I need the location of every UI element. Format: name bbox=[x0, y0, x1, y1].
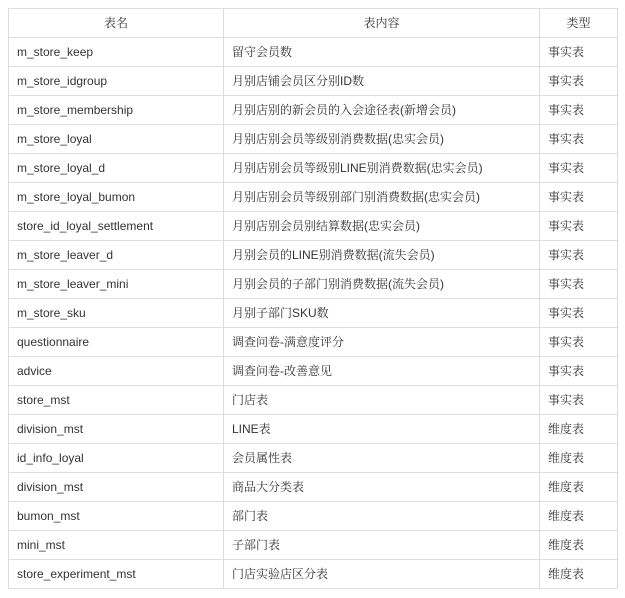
cell-table-name: m_store_membership bbox=[9, 96, 224, 125]
cell-table-content: 月别会员的LINE别消费数据(流失会员) bbox=[224, 241, 540, 270]
table-row bbox=[9, 183, 618, 212]
cell-table-name: id_info_loyal bbox=[9, 444, 224, 473]
cell-table-name: m_store_loyal bbox=[9, 125, 224, 154]
cell-table-type: 事实表 bbox=[540, 67, 618, 96]
cell-table-name: m_store_idgroup bbox=[9, 67, 224, 96]
cell-table-type: 事实表 bbox=[540, 299, 618, 328]
table-row bbox=[9, 270, 618, 299]
table-row bbox=[9, 212, 618, 241]
cell-table-name: mini_mst bbox=[9, 531, 224, 560]
header-row bbox=[9, 9, 618, 38]
cell-table-type: 维度表 bbox=[540, 415, 618, 444]
column-header-table-name: 表名 bbox=[9, 9, 224, 38]
cell-table-name: m_store_leaver_d bbox=[9, 241, 224, 270]
cell-table-name: division_mst bbox=[9, 415, 224, 444]
cell-table-type: 维度表 bbox=[540, 531, 618, 560]
table-header bbox=[9, 9, 618, 38]
table-row bbox=[9, 96, 618, 125]
table-row bbox=[9, 386, 618, 415]
cell-table-type: 维度表 bbox=[540, 502, 618, 531]
table-row bbox=[9, 299, 618, 328]
table-row bbox=[9, 241, 618, 270]
cell-table-name: bumon_mst bbox=[9, 502, 224, 531]
cell-table-content: 部门表 bbox=[224, 502, 540, 531]
cell-table-content: 月别店别的新会员的入会途径表(新增会员) bbox=[224, 96, 540, 125]
cell-table-type: 事实表 bbox=[540, 241, 618, 270]
cell-table-content: 调查问卷-满意度评分 bbox=[224, 328, 540, 357]
cell-table-name: division_mst bbox=[9, 473, 224, 502]
cell-table-content: 月别子部门SKU数 bbox=[224, 299, 540, 328]
cell-table-content: 子部门表 bbox=[224, 531, 540, 560]
cell-table-type: 事实表 bbox=[540, 96, 618, 125]
cell-table-type: 维度表 bbox=[540, 444, 618, 473]
table-row bbox=[9, 531, 618, 560]
table-list bbox=[8, 8, 618, 589]
cell-table-type: 事实表 bbox=[540, 183, 618, 212]
table-row bbox=[9, 415, 618, 444]
table-row bbox=[9, 473, 618, 502]
table-row bbox=[9, 502, 618, 531]
cell-table-type: 事实表 bbox=[540, 212, 618, 241]
cell-table-type: 事实表 bbox=[540, 154, 618, 183]
cell-table-type: 维度表 bbox=[540, 560, 618, 589]
cell-table-content: 留守会员数 bbox=[224, 38, 540, 67]
cell-table-type: 事实表 bbox=[540, 125, 618, 154]
table-row bbox=[9, 444, 618, 473]
table-row bbox=[9, 38, 618, 67]
cell-table-content: 月别店别会员别结算数据(忠实会员) bbox=[224, 212, 540, 241]
table-row bbox=[9, 328, 618, 357]
table-row bbox=[9, 67, 618, 96]
cell-table-content: 门店实验店区分表 bbox=[224, 560, 540, 589]
cell-table-content: 月别店别会员等级别LINE别消费数据(忠实会员) bbox=[224, 154, 540, 183]
cell-table-name: m_store_keep bbox=[9, 38, 224, 67]
table-row bbox=[9, 154, 618, 183]
cell-table-type: 事实表 bbox=[540, 38, 618, 67]
cell-table-type: 维度表 bbox=[540, 473, 618, 502]
cell-table-content: LINE表 bbox=[224, 415, 540, 444]
cell-table-name: store_experiment_mst bbox=[9, 560, 224, 589]
cell-table-content: 月别店铺会员区分别ID数 bbox=[224, 67, 540, 96]
cell-table-content: 商品大分类表 bbox=[224, 473, 540, 502]
cell-table-name: m_store_loyal_bumon bbox=[9, 183, 224, 212]
cell-table-content: 会员属性表 bbox=[224, 444, 540, 473]
cell-table-content: 门店表 bbox=[224, 386, 540, 415]
cell-table-name: questionnaire bbox=[9, 328, 224, 357]
table-body bbox=[9, 38, 618, 589]
cell-table-name: store_mst bbox=[9, 386, 224, 415]
cell-table-content: 月别店别会员等级别消费数据(忠实会员) bbox=[224, 125, 540, 154]
cell-table-type: 事实表 bbox=[540, 386, 618, 415]
cell-table-content: 调查问卷-改善意见 bbox=[224, 357, 540, 386]
cell-table-type: 事实表 bbox=[540, 270, 618, 299]
cell-table-name: m_store_sku bbox=[9, 299, 224, 328]
cell-table-content: 月别店别会员等级别部门别消费数据(忠实会员) bbox=[224, 183, 540, 212]
cell-table-name: store_id_loyal_settlement bbox=[9, 212, 224, 241]
cell-table-name: m_store_leaver_mini bbox=[9, 270, 224, 299]
cell-table-name: advice bbox=[9, 357, 224, 386]
cell-table-type: 事实表 bbox=[540, 357, 618, 386]
column-header-table-content: 表内容 bbox=[224, 9, 540, 38]
cell-table-content: 月别会员的子部门别消费数据(流失会员) bbox=[224, 270, 540, 299]
table-row bbox=[9, 357, 618, 386]
cell-table-name: m_store_loyal_d bbox=[9, 154, 224, 183]
column-header-type: 类型 bbox=[540, 9, 618, 38]
table-row bbox=[9, 125, 618, 154]
table-row bbox=[9, 560, 618, 589]
cell-table-type: 事实表 bbox=[540, 328, 618, 357]
